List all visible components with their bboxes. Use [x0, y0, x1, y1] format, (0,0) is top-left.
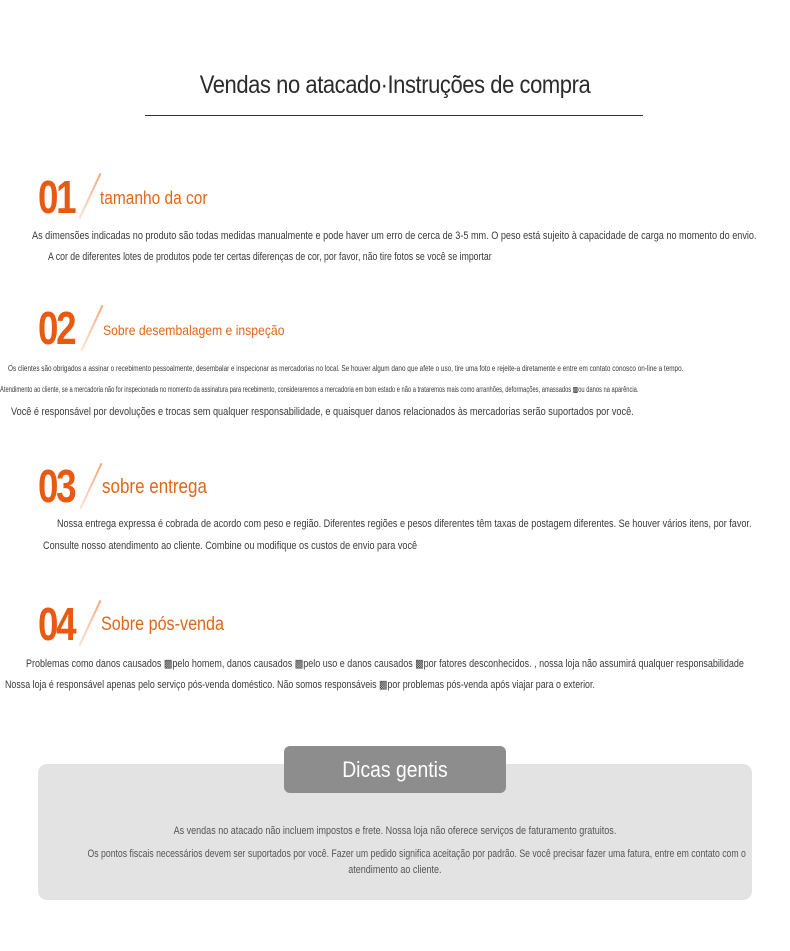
section-text-line: Nossa entrega expressa é cobrada de acordo com peso e região. Diferentes regiões e pesos diferentes têm taxas de postagem diferentes. Se houver vários itens, por favor.: [57, 518, 752, 530]
tips-line: As vendas no atacado não incluem impostos e frete. Nossa loja não oferece serviços de faturamento gratuitos.: [173, 825, 617, 837]
tips-line: atendimento ao cliente.: [348, 864, 442, 876]
section-heading: Sobre desembalagem e inspeção: [103, 322, 285, 338]
section-text-line: Consulte nosso atendimento ao cliente. Combine ou modifique os custos de envio para você: [43, 540, 418, 552]
section-text-line: Os clientes são obrigados a assinar o recebimento pessoalmente, desembalar e inspecionar as mercadorias no local. Se houver algum dano que afete o uso, tire uma foto e rejeite-a diretamente e entre em contato conosco on-line a tempo.: [8, 364, 684, 373]
tips-banner: [284, 746, 506, 793]
section-text-line: A cor de diferentes lotes de produtos pode ter certas diferenças de cor, por favor, não tire fotos se você se importar: [48, 251, 492, 263]
page-title: Vendas no atacado·Instruções de compra: [199, 71, 591, 99]
section-slash-decoration: [79, 600, 102, 646]
section-number: 02: [38, 302, 75, 354]
section-heading: sobre entrega: [102, 476, 207, 498]
section-number: 03: [38, 460, 75, 512]
section-text-line: Você é responsável por devoluções e trocas sem qualquer responsabilidade, e quaisquer danos relacionados às mercadorias serão suportados por você.: [11, 406, 634, 418]
section-text-line: Nossa loja é responsável apenas pelo serviço pós-venda doméstico. Não somos responsáveis ▩por problemas pós-venda após viajar para o exterior.: [5, 679, 595, 691]
section-text-line: Atendimento ao cliente, se a mercadoria não for inspecionada no momento da assinatura para recebimento, consideraremos a mercadoria em bom estado e não a trataremos mais como arranhões, deformações, amassados ▩ou danos na aparência.: [0, 385, 639, 394]
section-slash-decoration: [81, 305, 104, 351]
section-number: 01: [38, 171, 75, 223]
section-number: 04: [38, 598, 75, 650]
section-text-line: Problemas como danos causados ▩pelo homem, danos causados ▩pelo uso e danos causados ▩por fatores desconhecidos. , nossa loja não assumirá qualquer responsabilidade: [26, 658, 744, 670]
section-slash-decoration: [80, 463, 103, 509]
section-text-line: As dimensões indicadas no produto são todas medidas manualmente e pode haver um erro de cerca de 3-5 mm. O peso está sujeito à capacidade de carga no momento do envio.: [32, 230, 757, 242]
section-heading: Sobre pós-venda: [101, 614, 225, 635]
tips-line: Os pontos fiscais necessários devem ser suportados por você. Fazer um pedido significa aceitação por padrão. Se você precisar fazer uma fatura, entre em contato com o: [87, 848, 746, 860]
section-heading: tamanho da cor: [100, 188, 208, 208]
tips-title: Dicas gentis: [342, 757, 448, 782]
title-underline: [145, 115, 643, 116]
section-slash-decoration: [79, 173, 102, 219]
